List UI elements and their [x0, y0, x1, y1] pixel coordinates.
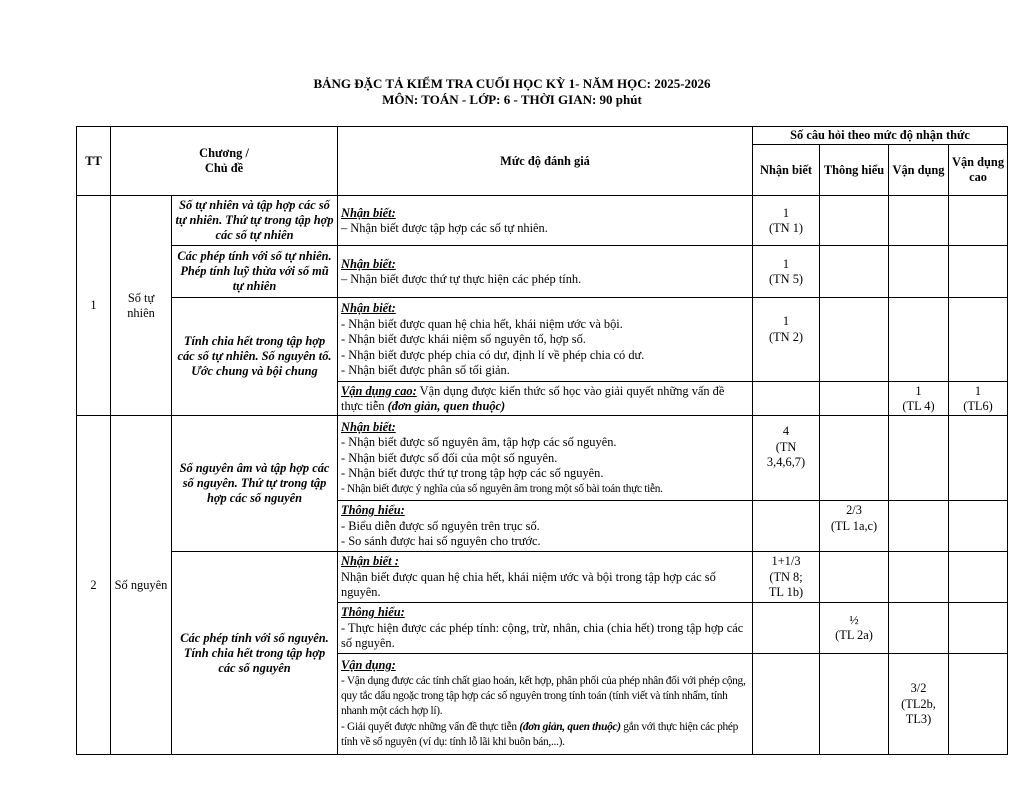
- topic-cell: Các phép tính với số tự nhiên. Phép tính luỹ thừa với số mũ tự nhiên: [172, 246, 338, 298]
- description-line: - Nhận biết được phép chia có dư, định lí về phép chia có dư.: [341, 347, 645, 362]
- description-line: - Nhận biết được quan hệ chia hết, khái niệm ước và bội.: [341, 316, 623, 331]
- thong-hieu-cell: ½ (TL 2a): [820, 603, 889, 654]
- level-label: Thông hiểu:: [341, 503, 405, 518]
- thong-hieu-cell: [820, 552, 889, 603]
- description-cell: [338, 298, 753, 382]
- description-line: - Vận dụng được các tính chất giao hoán, kết hợp, phân phối của phép nhân đối với phép cộng, quy tắc dấu ngoặc trong tập hợp các số nguyên trong tính toán (tính viết và tính nhẩm, tính nhanh một cách hợp lí).: [341, 674, 746, 718]
- nhan-biet-cell: [753, 501, 820, 552]
- chapter-number: 2: [77, 416, 111, 755]
- thong-hieu-cell: [820, 246, 889, 298]
- description-line: - Biểu diễn được số nguyên trên trục số.: [341, 518, 540, 533]
- van-dung-cao-cell: [949, 552, 1008, 603]
- header-chapter-line1: Chương /: [199, 145, 249, 160]
- description-line: – Nhận biết được thứ tự thực hiện các phép tính.: [341, 271, 582, 286]
- description-text: Vận dụng được kiến thức số học vào giải quyết những vấn đề thực tiễn: [341, 383, 725, 413]
- description-emphasis: (đơn giản, quen thuộc): [387, 398, 506, 413]
- header-chapter: [111, 127, 338, 196]
- level-label: Thông hiểu:: [341, 605, 405, 620]
- header-level: Mức độ đánh giá: [338, 127, 753, 196]
- table-row: [77, 196, 1008, 246]
- description-line: - Thực hiện được các phép tính: cộng, trừ, nhân, chia (chia hết) trong tập hợp các số nguyên.: [341, 620, 744, 651]
- van-dung-cao-cell: [949, 501, 1008, 552]
- nhan-biet-cell: 1+1/3 (TN 8; TL 1b): [753, 552, 820, 603]
- description-cell: [338, 416, 753, 501]
- header-tt: TT: [77, 127, 111, 196]
- van-dung-cell: [889, 246, 949, 298]
- description-cell: [338, 382, 753, 416]
- description-line: - Giải quyết được những vấn đề thực tiễn (đơn giản, quen thuộc) gắn với thực hiện các phép tính về số nguyên (ví dụ: tính lỗ lãi khi buôn bán,...).: [341, 720, 739, 749]
- van-dung-cell: [889, 603, 949, 654]
- chapter-name: Số tự nhiên: [111, 196, 172, 416]
- van-dung-cell: 3/2 (TL2b, TL3): [889, 654, 949, 755]
- van-dung-cell: [889, 196, 949, 246]
- level-label: Nhận biết:: [341, 301, 396, 316]
- table-row: [77, 416, 1008, 501]
- thong-hieu-cell: [820, 416, 889, 501]
- van-dung-cao-cell: 1 (TL6): [949, 382, 1008, 416]
- van-dung-cell: 1 (TL 4): [889, 382, 949, 416]
- nhan-biet-cell: 1 (TN 5): [753, 246, 820, 298]
- document-title: BẢNG ĐẶC TẢ KIỂM TRA CUỐI HỌC KỲ 1- NĂM HỌC: 2025-2026: [313, 76, 711, 91]
- level-label: Nhận biết :: [341, 554, 399, 569]
- description-line: – Nhận biết được tập hợp các số tự nhiên.: [341, 220, 548, 235]
- description-cell: [338, 501, 753, 552]
- description-cell: [338, 603, 753, 654]
- nhan-biet-cell: [753, 382, 820, 416]
- level-label: Nhận biết:: [341, 419, 396, 434]
- chapter-name: Số nguyên: [111, 416, 172, 755]
- description-emphasis: (đơn giản, quen thuộc): [519, 720, 621, 733]
- header-chapter-line2: Chủ đề: [204, 161, 244, 176]
- level-label: Vận dụng cao:: [341, 383, 417, 398]
- description-line: - Nhận biết được khái niệm số nguyên tố, hợp số.: [341, 332, 586, 347]
- thong-hieu-cell: [820, 382, 889, 416]
- description-cell: [338, 552, 753, 603]
- nhan-biet-cell: 4 (TN 3,4,6,7): [753, 416, 820, 501]
- header-van-dung: Vận dụng: [889, 145, 949, 196]
- description-cell: [338, 246, 753, 298]
- table-row: [77, 298, 1008, 382]
- description-line: - Nhận biết được số đối của một số nguyên.: [341, 450, 558, 465]
- description-line: - Nhận biết được thứ tự trong tập hợp các số nguyên.: [341, 466, 604, 481]
- van-dung-cell: [889, 416, 949, 501]
- level-label: Nhận biết:: [341, 205, 396, 220]
- document-subtitle: MÔN: TOÁN - LỚP: 6 - THỜI GIAN: 90 phút: [382, 92, 642, 107]
- van-dung-cao-cell: [949, 246, 1008, 298]
- van-dung-cao-cell: [949, 603, 1008, 654]
- chapter-number: 1: [77, 196, 111, 416]
- description-line: - So sánh được hai số nguyên cho trước.: [341, 534, 541, 549]
- level-label: Vận dụng:: [341, 658, 396, 673]
- van-dung-cell: [889, 298, 949, 382]
- table-row: [77, 246, 1008, 298]
- description-cell: [338, 654, 753, 755]
- header-van-dung-cao: Vận dụng cao: [949, 145, 1008, 196]
- level-label: Nhận biết:: [341, 256, 396, 271]
- header-nhan-biet: Nhận biết: [753, 145, 820, 196]
- van-dung-cao-cell: [949, 416, 1008, 501]
- description-line: - Nhận biết được ý nghĩa của số nguyên âm trong một số bài toán thực tiễn.: [341, 482, 663, 495]
- van-dung-cell: [889, 501, 949, 552]
- nhan-biet-cell: 1 (TN 2): [753, 298, 820, 382]
- nhan-biet-cell: [753, 654, 820, 755]
- thong-hieu-cell: [820, 298, 889, 382]
- van-dung-cao-cell: [949, 298, 1008, 382]
- description-line: - Nhận biết được phân số tối giản.: [341, 363, 510, 378]
- topic-cell: Số nguyên âm và tập hợp các số nguyên. Thứ tự trong tập hợp các số nguyên: [172, 416, 338, 552]
- thong-hieu-cell: [820, 654, 889, 755]
- nhan-biet-cell: 1 (TN 1): [753, 196, 820, 246]
- table-row: [77, 552, 1008, 603]
- description-line: - Nhận biết được số nguyên âm, tập hợp các số nguyên.: [341, 435, 617, 450]
- description-cell: [338, 196, 753, 246]
- description-line: Nhận biết được quan hệ chia hết, khái niệm ước và bội trong tập hợp các số nguyên.: [341, 569, 716, 600]
- thong-hieu-cell: [820, 196, 889, 246]
- van-dung-cao-cell: [949, 196, 1008, 246]
- van-dung-cao-cell: [949, 654, 1008, 755]
- van-dung-cell: [889, 552, 949, 603]
- topic-cell: Tính chia hết trong tập hợp các số tự nhiên. Số nguyên tố. Ước chung và bội chung: [172, 298, 338, 416]
- header-thong-hieu: Thông hiểu: [820, 145, 889, 196]
- thong-hieu-cell: 2/3 (TL 1a,c): [820, 501, 889, 552]
- topic-cell: Số tự nhiên và tập hợp các số tự nhiên. Thứ tự trong tập hợp các số tự nhiên: [172, 196, 338, 246]
- header-question-count: Số câu hỏi theo mức độ nhận thức: [753, 127, 1008, 145]
- topic-cell: Các phép tính với số nguyên. Tính chia hết trong tập hợp các số nguyên: [172, 552, 338, 755]
- spec-table: [76, 126, 1008, 755]
- nhan-biet-cell: [753, 603, 820, 654]
